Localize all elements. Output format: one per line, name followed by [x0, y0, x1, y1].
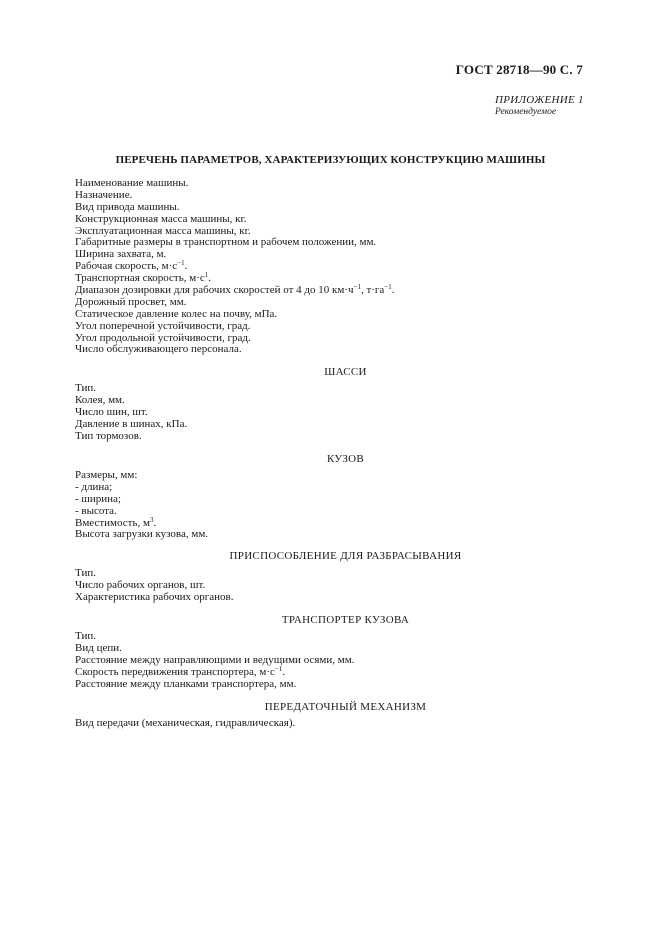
item-text: Рабочая скорость, м·с [75, 260, 178, 273]
item-text: Скорость передвижения транспортера, м·с [75, 665, 275, 678]
item-text: Диапазон дозировки для рабочих скоростей от 4 до 10 км·ч [75, 284, 354, 297]
item-text: Вместимость, м [75, 516, 150, 529]
list-item: - высота. [75, 504, 117, 517]
list-item: Высота загрузки кузова, мм. [75, 528, 209, 541]
spreader-list [75, 568, 595, 604]
list-item: Вид цепи. [75, 641, 122, 654]
list-item: Тип. [75, 567, 96, 579]
section-title-body: КУЗОВ [326, 453, 365, 465]
item-period: . [208, 272, 211, 285]
list-item: Вид привода машины. [75, 200, 180, 213]
list-item: Тип. [75, 630, 96, 642]
superscript: −1 [353, 283, 361, 292]
body-list [75, 470, 595, 541]
list-item: Расстояние между направляющими и ведущими осями, мм. [75, 653, 355, 666]
list-item: - ширина; [75, 492, 121, 505]
list-item: Эксплуатационная масса машины, кг. [75, 224, 251, 237]
list-item: Конструкционная масса машины, кг. [75, 212, 247, 225]
superscript: −1 [177, 259, 185, 268]
list-item: Колея, мм. [75, 393, 125, 406]
appendix-subtitle: Рекомендуемое [495, 107, 557, 117]
list-item: Расстояние между планками транспортера, мм. [75, 677, 297, 690]
item-period: . [184, 260, 188, 273]
list-item: Угол поперечной устойчивости, град. [75, 319, 251, 332]
item-text: Транспортная скорость, м·с [75, 272, 205, 285]
list-item: Габаритные размеры в транспортном и рабочем положении, мм. [75, 236, 377, 249]
superscript: 1 [204, 271, 209, 280]
section-title-conveyor: ТРАНСПОРТЕР КУЗОВА [281, 614, 410, 626]
section-title-spreader: ПРИСПОСОБЛЕНИЕ ДЛЯ РАЗБРАСЫВАНИЯ [229, 550, 462, 562]
list-item: Дорожный просвет, мм. [75, 295, 187, 308]
standard-header: ГОСТ 28718—90 С. 7 [455, 62, 583, 77]
item-period: . [153, 516, 157, 529]
conveyor-list [75, 631, 595, 690]
list-item: Ширина захвата, м. [75, 248, 167, 261]
list-item: Угол продольной устойчивости, град. [75, 331, 251, 344]
list-item: Назначение. [75, 188, 133, 201]
superscript: −1 [274, 664, 283, 673]
superscript: 3 [149, 515, 154, 524]
list-item: Тип тормозов. [75, 429, 142, 442]
list-item: Статическое давление колес на почву, мПа. [75, 307, 278, 320]
item-period: . [282, 665, 286, 678]
general-parameters-list [75, 178, 595, 356]
chassis-list [75, 383, 595, 442]
section-title-chassis: ШАССИ [324, 366, 367, 378]
item-text-tail: , т·га [360, 284, 385, 297]
list-item [75, 664, 595, 679]
main-title: ПЕРЕЧЕНЬ ПАРАМЕТРОВ, ХАРАКТЕРИЗУЮЩИХ КОНСТРУКЦИЮ МАШИНЫ [115, 154, 546, 166]
transmission-list [75, 718, 595, 730]
list-item: Характеристика рабочих органов. [75, 590, 234, 603]
list-item: Число шин, шт. [75, 405, 148, 418]
list-item: Число обслуживающего персонала. [75, 343, 242, 356]
appendix-title: ПРИЛОЖЕНИЕ 1 [495, 94, 584, 106]
list-item: Наименование машины. [75, 177, 189, 189]
section-title-transmission: ПЕРЕДАТОЧНЫЙ МЕХАНИЗМ [264, 701, 427, 713]
list-item: Тип. [75, 382, 96, 394]
superscript: −1 [384, 283, 392, 292]
list-item: Размеры, мм: [75, 469, 138, 481]
appendix-label [495, 94, 585, 117]
list-item: Давление в шинах, кПа. [75, 417, 188, 430]
list-item: Число рабочих органов, шт. [75, 578, 206, 591]
list-item: - длина; [75, 480, 113, 493]
list-item: Вид передачи (механическая, гидравлическая). [75, 717, 296, 729]
item-period: . [391, 284, 395, 297]
